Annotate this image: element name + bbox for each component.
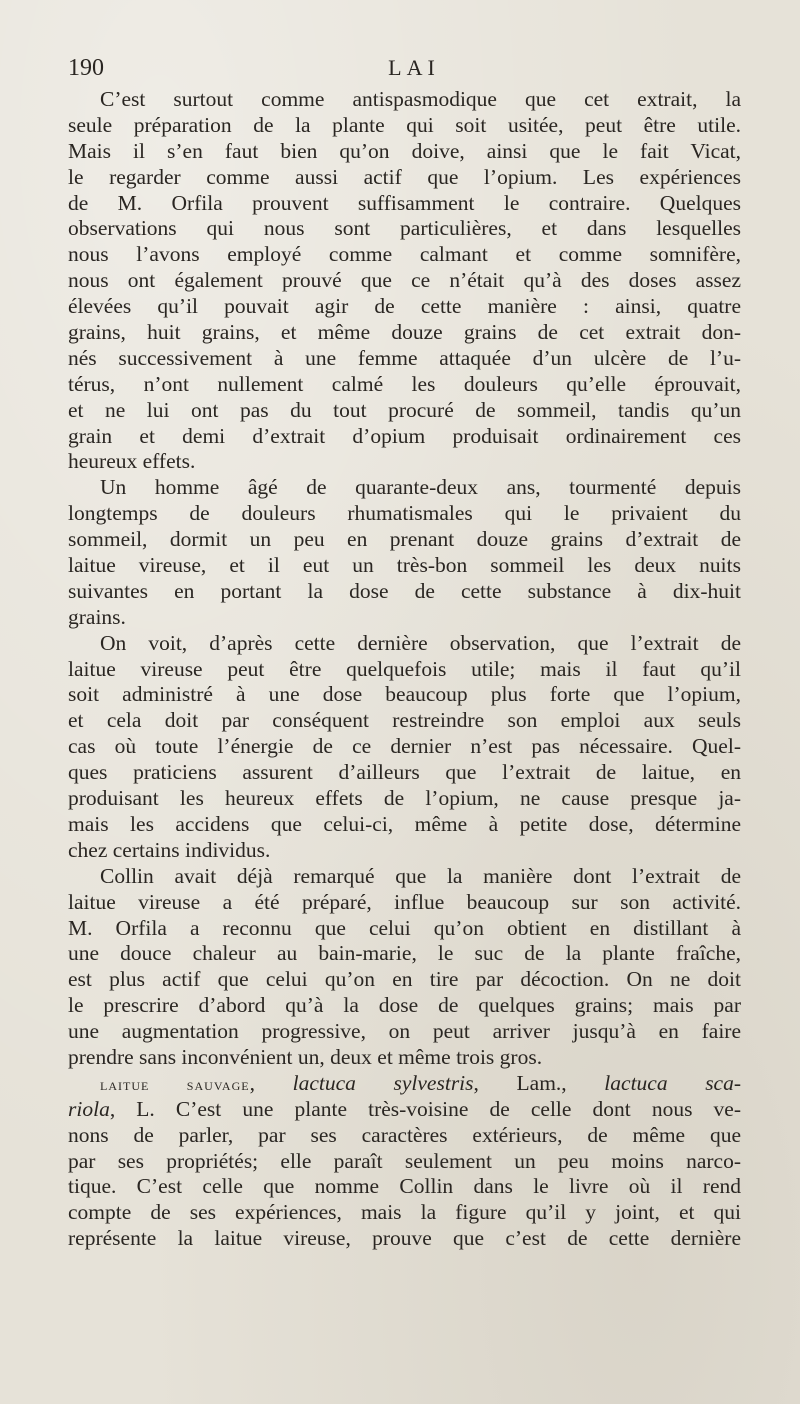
text-line: nous l’avons employé comme calmant et comme somnifère, <box>68 242 741 267</box>
entry-latin-synonym: lactuca sca- <box>604 1070 742 1095</box>
text-line: laitue vireuse a été préparé, influe beaucoup sur son activité. <box>68 889 741 914</box>
paragraph <box>68 864 741 1071</box>
entry-headword: laitue sauvage <box>100 1074 250 1094</box>
text-line: laitue vireuse peut être quelquefois utile; mais il faut qu’il <box>68 656 741 681</box>
entry-line <box>68 1097 741 1123</box>
text-line: seule préparation de la plante qui soit usitée, peut être utile. <box>68 112 741 137</box>
text-line: et ne lui ont pas du tout procuré de sommeil, tandis qu’un <box>68 397 741 422</box>
entry-line: tique. C’est celle que nomme Collin dans le livre où il rend <box>68 1174 741 1199</box>
text-line: Mais il s’en faut bien qu’on doive, ainsi que le fait Vicat, <box>68 138 741 163</box>
text-line: heureux effets. <box>68 449 196 474</box>
text-line: nés successivement à une femme attaquée d’un ulcère de l’u- <box>68 345 741 370</box>
text-line: et cela doit par conséquent restreindre son emploi aux seuls <box>68 708 741 733</box>
entry-line: nons de parler, par ses caractères extérieurs, de même que <box>68 1122 741 1147</box>
running-head: LAI <box>388 55 440 80</box>
entry-line: compte de ses expériences, mais la figure qu’il y joint, et qui <box>68 1200 741 1225</box>
text-line: grains. <box>68 604 126 629</box>
text-line: prendre sans inconvénient un, deux et même trois gros. <box>68 1044 543 1069</box>
entry-line <box>68 1071 741 1097</box>
entry-separator: , <box>249 1070 293 1095</box>
paragraph <box>68 631 741 864</box>
text-line: de M. Orfila prouvent suffisamment le contraire. Quelques <box>68 190 741 215</box>
text-line: grain et demi d’extrait d’opium produisait ordinairement ces <box>68 423 741 448</box>
text-line: Collin avait déjà remarqué que la manière dont l’extrait de <box>100 863 741 888</box>
text-line: est plus actif que celui qu’on en tire par décoction. On ne doit <box>68 967 741 992</box>
paragraph <box>68 87 741 475</box>
text-line: On voit, d’après cette dernière observation, que l’extrait de <box>100 630 741 655</box>
text-line: sommeil, dormit un peu en prenant douze grains d’extrait de <box>68 527 741 552</box>
page-header <box>68 55 760 85</box>
dictionary-entry <box>68 1071 741 1252</box>
text-line: chez certains individus. <box>68 837 271 862</box>
entry-line: représente la laitue vireuse, prouve que c’est de cette dernière <box>68 1226 741 1251</box>
entry-authority: , Lam., <box>473 1070 605 1095</box>
entry-latin-name: lactuca sylvestris <box>292 1070 474 1095</box>
text-line: le regarder comme aussi actif que l’opium. Les expériences <box>68 164 741 189</box>
text-line: une douce chaleur au bain-marie, le suc de la plante fraîche, <box>68 941 741 966</box>
entry-text: , L. C’est une plante très-voisine de celle dont nous ve- <box>109 1096 741 1121</box>
page-number: 190 <box>68 55 104 81</box>
text-line: grains, huit grains, et même douze grains de cet extrait don- <box>68 320 741 345</box>
text-line: mais les accidens que celui-ci, même à petite dose, détermine <box>68 811 741 836</box>
text-line: cas où toute l’énergie de ce dernier n’est pas nécessaire. Quel- <box>68 734 741 759</box>
text-line: térus, n’ont nullement calmé les douleurs qu’elle éprouvait, <box>68 371 741 396</box>
text-line: M. Orfila a reconnu que celui qu’on obtient en distillant à <box>68 915 741 940</box>
paragraphs <box>68 87 741 1071</box>
text-line: soit administré à une dose beaucoup plus forte que l’opium, <box>68 682 741 707</box>
entry-line: par ses propriétés; elle paraît seulement un peu moins narco- <box>68 1148 741 1173</box>
text-line: le prescrire d’abord qu’à la dose de quelques grains; mais par <box>68 993 741 1018</box>
text-line: observations qui nous sont particulières, et dans lesquelles <box>68 216 741 241</box>
text-line: élevées qu’il pouvait agir de cette manière : ainsi, quatre <box>68 294 741 319</box>
text-line: une augmentation progressive, on peut arriver jusqu’à en faire <box>68 1019 741 1044</box>
text-line: ques praticiens assurent d’ailleurs que l’extrait de laitue, en <box>68 760 741 785</box>
text-line: longtemps de douleurs rhumatismales qui le privaient du <box>68 501 741 526</box>
text-line: Un homme âgé de quarante-deux ans, tourmenté depuis <box>100 475 741 500</box>
entry-lines <box>68 1123 741 1252</box>
text-line: laitue vireuse, et il eut un très-bon sommeil les deux nuits <box>68 553 741 578</box>
text-line: produisant les heureux effets de l’opium, ne cause presque ja- <box>68 786 741 811</box>
text-line: C’est surtout comme antispasmodique que cet extrait, la <box>100 87 741 111</box>
body-text <box>68 87 741 1252</box>
entry-latin-synonym-end: riola <box>68 1096 110 1121</box>
paragraph <box>68 475 741 630</box>
text-line: suivantes en portant la dose de cette substance à dix-huit <box>68 578 741 603</box>
text-line: nous ont également prouvé que ce n’était qu’à des doses assez <box>68 268 741 293</box>
